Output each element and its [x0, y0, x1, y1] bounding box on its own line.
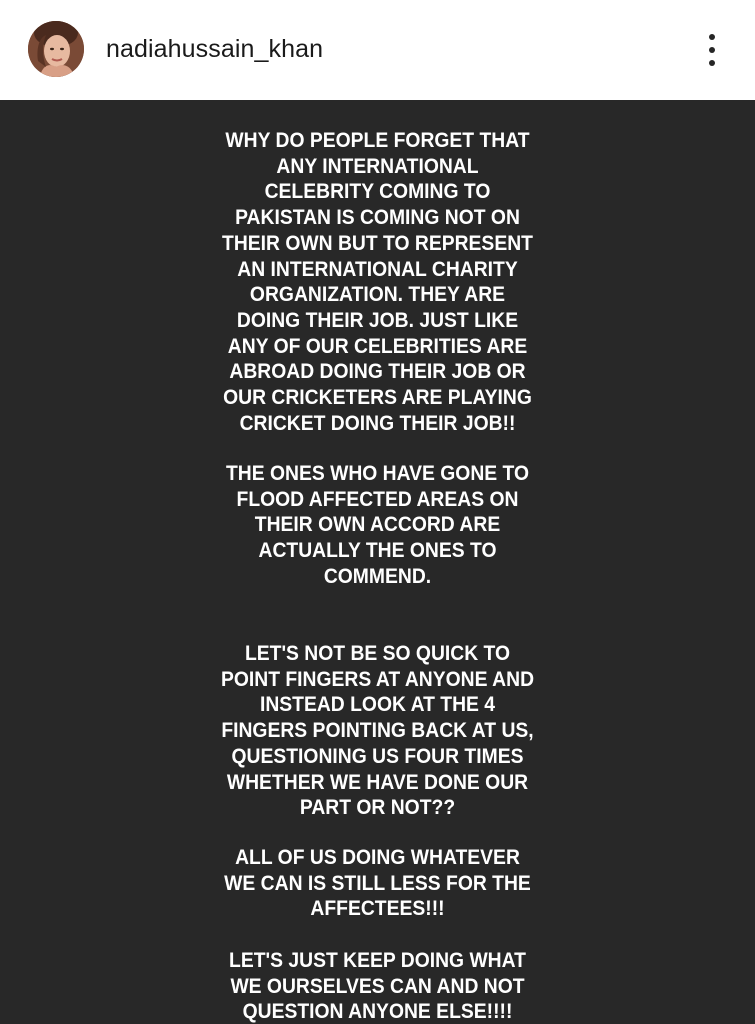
vertical-ellipsis-icon: [709, 34, 715, 40]
story-content: [0, 100, 755, 1024]
story-paragraph: THE ONES WHO HAVE GONE TO FLOOD AFFECTED AREAS ON THEIR OWN ACCORD ARE ACTUALLY THE ONES TO COMMEND.: [225, 462, 530, 588]
vertical-ellipsis-icon: [709, 47, 715, 53]
story-paragraph: LET'S JUST KEEP DOING WHAT WE OURSELVES CAN AND NOT QUESTION ANYONE ELSE!!!!: [229, 949, 526, 1024]
username[interactable]: nadiahussain_khan: [106, 35, 324, 63]
profile-photo-icon: [28, 21, 84, 77]
post-header: [0, 0, 755, 100]
vertical-ellipsis-icon: [709, 60, 715, 66]
story-paragraph: WHY DO PEOPLE FORGET THAT ANY INTERNATIONAL CELEBRITY COMING TO PAKISTAN IS COMING NOT ON THEIR OWN BUT TO REPRESENT AN INTERNATIONAL CHARITY ORGANIZATION. THEY ARE DOING THEIR JOB. JUST LIKE ANY OF OUR CELEBRITIES ARE ABROAD DOING THEIR JOB OR OUR CRICKETERS ARE PLAYING CRICKET DOING THEIR JOB!!: [222, 129, 533, 435]
story-paragraph: LET'S NOT BE SO QUICK TO POINT FINGERS AT ANYONE AND INSTEAD LOOK AT THE 4 FINGERS POINTING BACK AT US, QUESTIONING US FOUR TIMES WHETHER WE HAVE DONE OUR PART OR NOT??: [220, 642, 535, 820]
more-options-button[interactable]: [696, 30, 728, 70]
story-paragraph: ALL OF US DOING WHATEVER WE CAN IS STILL LESS FOR THE AFFECTEES!!!: [224, 846, 531, 921]
avatar[interactable]: [28, 21, 84, 77]
